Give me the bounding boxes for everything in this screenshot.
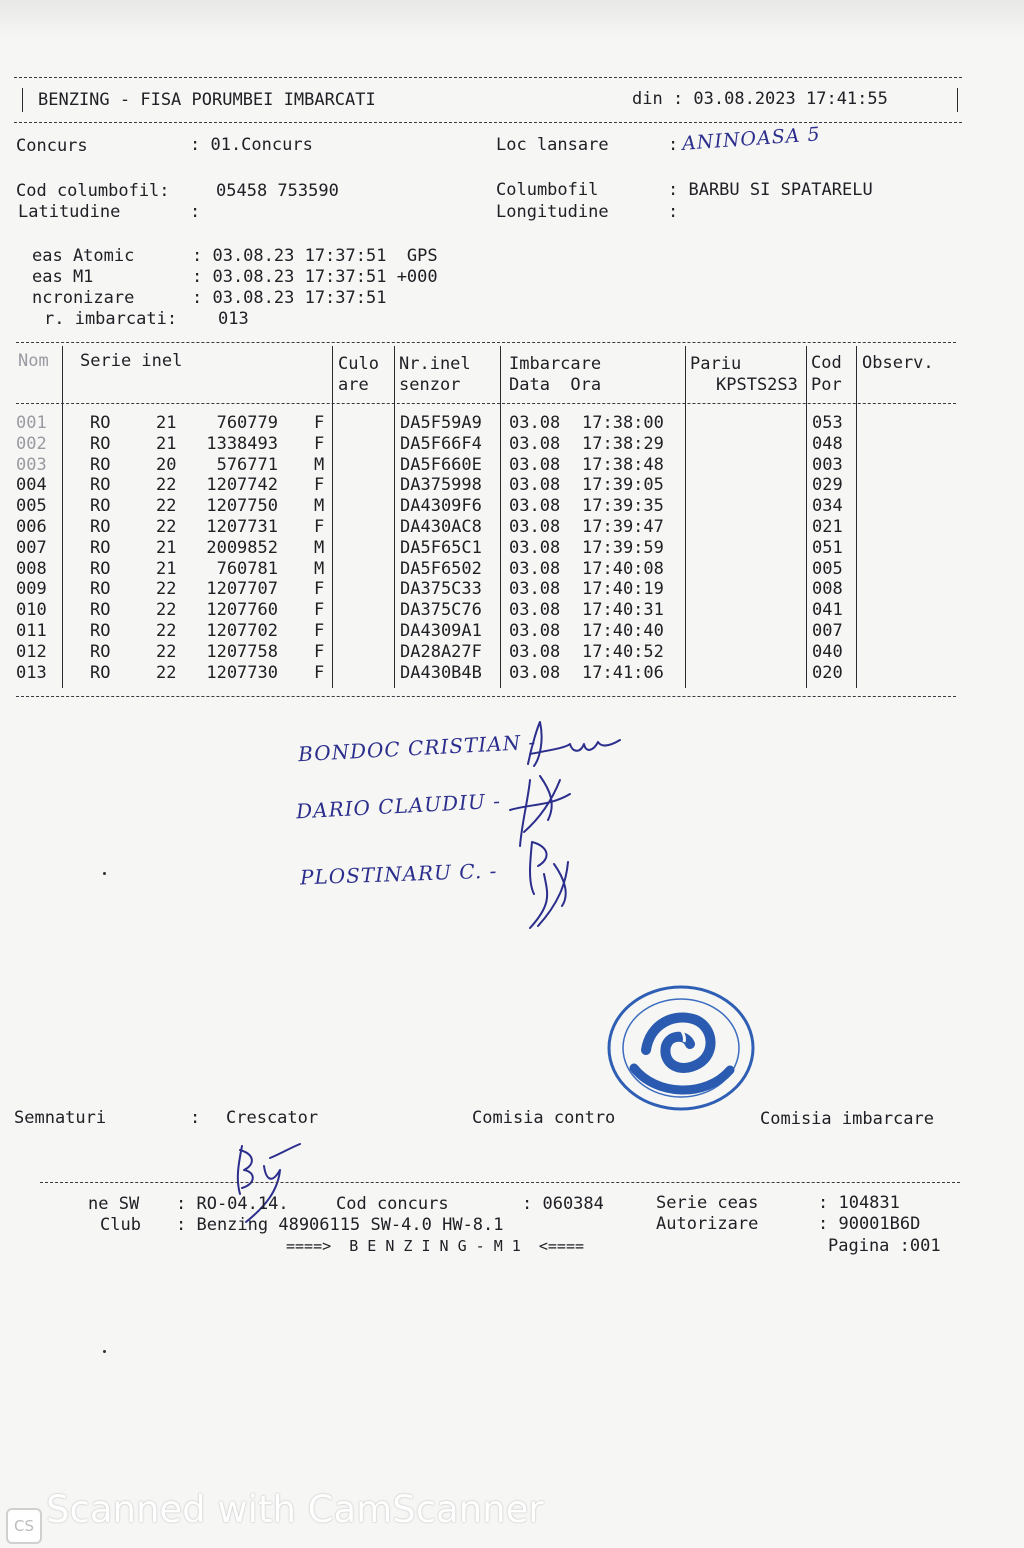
col-header-cod-por-1: Cod (811, 353, 842, 373)
col-header-pariu-2: KPSTS2S3 (716, 375, 798, 395)
columbofil-label: Columbofil (496, 180, 599, 200)
cell-ring: 1207742 (206, 475, 278, 496)
cell-cod-por: 020 (812, 662, 843, 683)
cell-year: 22 (156, 475, 177, 496)
cell-nom: 002 (16, 433, 47, 454)
cell-time: 17:38:00 (582, 413, 664, 433)
document-date: din : 03.08.2023 17:41:55 (632, 89, 888, 109)
camscanner-watermark: Scanned with CamScanner (46, 1488, 544, 1531)
cell-cod-por: 005 (812, 558, 843, 579)
col-sep-imbarcare (685, 346, 686, 688)
latitudine-label: Latitudine (18, 202, 121, 222)
crescator-label: Crescator (226, 1108, 319, 1128)
cell-nom: 006 (16, 517, 47, 537)
col-sep-pariu (806, 346, 807, 688)
cell-ring: 1338493 (206, 433, 278, 454)
col-header-pariu-1: Pariu (690, 354, 742, 374)
col-header-nr-inel-2: senzor (399, 375, 461, 395)
cell-country: RO (90, 517, 111, 537)
cell-sex: F (314, 621, 325, 641)
cell-nom: 012 (16, 641, 47, 662)
cod-concurs-value: : 060384 (522, 1194, 604, 1214)
cell-sensor: DA430B4B (400, 662, 482, 683)
cell-sex: F (314, 433, 325, 454)
cell-ring: 760781 (216, 558, 278, 579)
cell-cod-por: 034 (812, 496, 843, 517)
loc-lansare-label: Loc lansare (496, 135, 609, 155)
cell-ring: 1207730 (206, 662, 278, 683)
cell-cod-por: 048 (812, 433, 843, 454)
col-header-serie-inel: Serie inel (80, 351, 183, 371)
cell-nom: 001 (16, 413, 47, 433)
semnaturi-colon: : (190, 1108, 201, 1128)
cell-time: 17:40:31 (582, 600, 664, 621)
semnaturi-label: Semnaturi (14, 1108, 107, 1128)
versiune-sw-value: : RO-04.14. (176, 1194, 289, 1214)
col-sep-nr-inel (500, 346, 501, 688)
handwritten-name-2: DARIO CLAUDIU - (295, 788, 502, 824)
cell-sex: F (314, 600, 325, 621)
cell-year: 21 (156, 537, 177, 558)
cell-sex: F (314, 517, 325, 537)
cell-sex: F (314, 475, 325, 496)
cell-date: 03.08 (509, 433, 561, 454)
col-header-observ: Observ. (862, 353, 934, 373)
col-sep-serie (332, 346, 333, 688)
cell-time: 17:39:59 (582, 537, 664, 558)
autorizare-value: : 90001B6D (818, 1214, 921, 1234)
versiune-sw-label: ne SW (88, 1194, 140, 1214)
latitudine-value: : (190, 202, 201, 222)
cell-year: 22 (156, 641, 177, 662)
cell-year: 21 (156, 558, 177, 579)
concurs-value: : 01.Concurs (190, 135, 313, 155)
cell-year: 22 (156, 579, 177, 600)
col-header-imbarcare-2: Data Ora (509, 375, 602, 395)
cell-date: 03.08 (509, 641, 561, 662)
handwritten-signature-1 (510, 714, 630, 774)
cell-year: 22 (156, 517, 177, 537)
loc-lansare-handwritten: ANINOASA 5 (681, 123, 822, 155)
cell-date: 03.08 (509, 454, 561, 475)
cell-country: RO (90, 641, 111, 662)
cell-date: 03.08 (509, 600, 561, 621)
col-header-nom: Nom (18, 351, 49, 371)
serie-ceas-value: : 104831 (818, 1193, 900, 1213)
cell-ring: 1207707 (206, 579, 278, 600)
cell-time: 17:41:06 (582, 662, 664, 683)
handwritten-signature-3 (508, 834, 588, 934)
cell-date: 03.08 (509, 662, 561, 683)
brand-line: ====> B E N Z I N G - M 1 <==== (286, 1237, 585, 1255)
cell-time: 17:40:52 (582, 641, 664, 662)
col-sep-cod (856, 346, 857, 688)
cell-year: 22 (156, 662, 177, 683)
cell-cod-por: 007 (812, 621, 843, 641)
camscanner-logo: CS (6, 1508, 42, 1544)
cell-sensor: DA5F65C1 (400, 537, 482, 558)
cell-date: 03.08 (509, 496, 561, 517)
cell-time: 17:38:48 (582, 454, 664, 475)
col-header-culoare-1: Culo (338, 354, 379, 374)
cell-nom: 003 (16, 454, 47, 475)
cell-time: 17:40:08 (582, 558, 664, 579)
cell-date: 03.08 (509, 558, 561, 579)
cell-country: RO (90, 433, 111, 454)
cell-country: RO (90, 496, 111, 517)
cell-sensor: DA430AC8 (400, 517, 482, 537)
cod-columbofil-value: 05458 753590 (216, 181, 339, 201)
cell-nom: 005 (16, 496, 47, 517)
federation-stamp (606, 984, 756, 1112)
col-header-culoare-2: are (338, 375, 369, 395)
cell-ring: 1207758 (206, 641, 278, 662)
cell-cod-por: 021 (812, 517, 843, 537)
cell-sensor: DA375C33 (400, 579, 482, 600)
cell-cod-por: 029 (812, 475, 843, 496)
columbofil-value: : BARBU SI SPATARELU (668, 180, 873, 200)
cell-ring: 1207750 (206, 496, 278, 517)
comisia-imbarcare-label: Comisia imbarcare (760, 1109, 934, 1129)
ceas-atomic-label: eas Atomic (32, 246, 135, 266)
col-header-imbarcare-1: Imbarcare (509, 354, 602, 374)
col-header-cod-por-2: Por (811, 375, 842, 395)
table-top-rule (16, 342, 956, 343)
ceas-m1-label: eas M1 (32, 267, 94, 287)
club-label: Club (100, 1215, 141, 1235)
ceas-m1-value: : 03.08.23 17:37:51 +000 (192, 267, 438, 287)
scan-dot-2 (103, 1350, 106, 1353)
cell-year: 22 (156, 621, 177, 641)
cell-sensor: DA375C76 (400, 600, 482, 621)
cell-year: 21 (156, 433, 177, 454)
cell-country: RO (90, 475, 111, 496)
cell-ring: 760779 (216, 413, 278, 433)
cell-nom: 013 (16, 662, 47, 683)
cell-ring: 2009852 (206, 537, 278, 558)
cell-time: 17:40:19 (582, 579, 664, 600)
cell-cod-por: 053 (812, 413, 843, 433)
cell-sex: F (314, 413, 325, 433)
cell-time: 17:40:40 (582, 621, 664, 641)
cell-cod-por: 008 (812, 579, 843, 600)
autorizare-label: Autorizare (656, 1214, 759, 1234)
ceas-atomic-value: : 03.08.23 17:37:51 GPS (192, 246, 438, 266)
cell-sensor: DA5F59A9 (400, 413, 482, 433)
serie-ceas-label: Serie ceas (656, 1193, 759, 1213)
cell-nom: 011 (16, 621, 47, 641)
concurs-label: Concurs (16, 136, 88, 156)
cell-year: 20 (156, 454, 177, 475)
cell-sex: F (314, 662, 325, 683)
table-bottom-rule (16, 696, 956, 697)
cell-year: 22 (156, 600, 177, 621)
cell-year: 21 (156, 413, 177, 433)
cell-cod-por: 051 (812, 537, 843, 558)
col-header-nr-inel-1: Nr.inel (399, 354, 471, 374)
sincronizare-value: : 03.08.23 17:37:51 (192, 288, 387, 308)
scan-dot-1 (103, 872, 106, 875)
header-left-border (22, 88, 23, 112)
cell-date: 03.08 (509, 413, 561, 433)
cell-sensor: DA28A27F (400, 641, 482, 662)
cell-ring: 1207702 (206, 621, 278, 641)
cell-year: 22 (156, 496, 177, 517)
cell-sensor: DA5F66F4 (400, 433, 482, 454)
cell-nom: 010 (16, 600, 47, 621)
cell-sex: M (314, 537, 325, 558)
cell-sex: M (314, 454, 325, 475)
cell-nom: 009 (16, 579, 47, 600)
cell-nom: 004 (16, 475, 47, 496)
cell-date: 03.08 (509, 537, 561, 558)
loc-lansare-colon: : (668, 135, 679, 155)
cell-sensor: DA5F6502 (400, 558, 482, 579)
sincronizare-label: ncronizare (32, 288, 135, 308)
cell-sensor: DA375998 (400, 475, 482, 496)
cell-country: RO (90, 600, 111, 621)
cell-time: 17:39:35 (582, 496, 664, 517)
cell-nom: 007 (16, 537, 47, 558)
nr-imbarcati-value: 013 (218, 309, 249, 329)
table-header-rule (16, 403, 956, 404)
cell-date: 03.08 (509, 475, 561, 496)
cell-time: 17:39:47 (582, 517, 664, 537)
club-value: : Benzing 48906115 SW-4.0 HW-8.1 (176, 1215, 504, 1235)
cell-cod-por: 040 (812, 641, 843, 662)
page-number: Pagina :001 (828, 1236, 941, 1256)
cell-cod-por: 041 (812, 600, 843, 621)
col-sep-culoare (394, 346, 395, 688)
longitudine-value: : (668, 202, 679, 222)
cell-cod-por: 003 (812, 454, 843, 475)
header-top-rule (14, 77, 962, 78)
cell-sensor: DA4309A1 (400, 621, 482, 641)
handwritten-name-1: BONDOC CRISTIAN - (297, 729, 537, 767)
cell-country: RO (90, 413, 111, 433)
document-title: BENZING - FISA PORUMBEI IMBARCATI (38, 90, 376, 110)
cell-ring: 1207731 (206, 517, 278, 537)
cell-ring: 1207760 (206, 600, 278, 621)
cell-sex: F (314, 641, 325, 662)
cell-date: 03.08 (509, 621, 561, 641)
cell-sex: M (314, 558, 325, 579)
cell-sex: F (314, 579, 325, 600)
cell-sensor: DA5F660E (400, 454, 482, 475)
cod-concurs-label: Cod concurs (336, 1194, 449, 1214)
longitudine-label: Longitudine (496, 202, 609, 222)
cell-sex: M (314, 496, 325, 517)
cell-country: RO (90, 662, 111, 683)
footer-rule (40, 1182, 960, 1183)
cell-country: RO (90, 558, 111, 579)
cod-columbofil-label: Cod columbofil: (16, 181, 170, 201)
cell-country: RO (90, 454, 111, 475)
cell-date: 03.08 (509, 517, 561, 537)
cell-time: 17:39:05 (582, 475, 664, 496)
cell-sensor: DA4309F6 (400, 496, 482, 517)
header-right-border (957, 88, 958, 112)
handwritten-name-3: PLOSTINARU C. - (299, 858, 498, 890)
cell-ring: 576771 (216, 454, 278, 475)
nr-imbarcati-label: r. imbarcati: (44, 309, 178, 329)
cell-country: RO (90, 579, 111, 600)
cell-nom: 008 (16, 558, 47, 579)
comisia-control-label: Comisia contro (472, 1108, 616, 1128)
cell-country: RO (90, 621, 111, 641)
cell-date: 03.08 (509, 579, 561, 600)
cell-time: 17:38:29 (582, 433, 664, 454)
cell-country: RO (90, 537, 111, 558)
col-sep-nom (62, 346, 63, 688)
